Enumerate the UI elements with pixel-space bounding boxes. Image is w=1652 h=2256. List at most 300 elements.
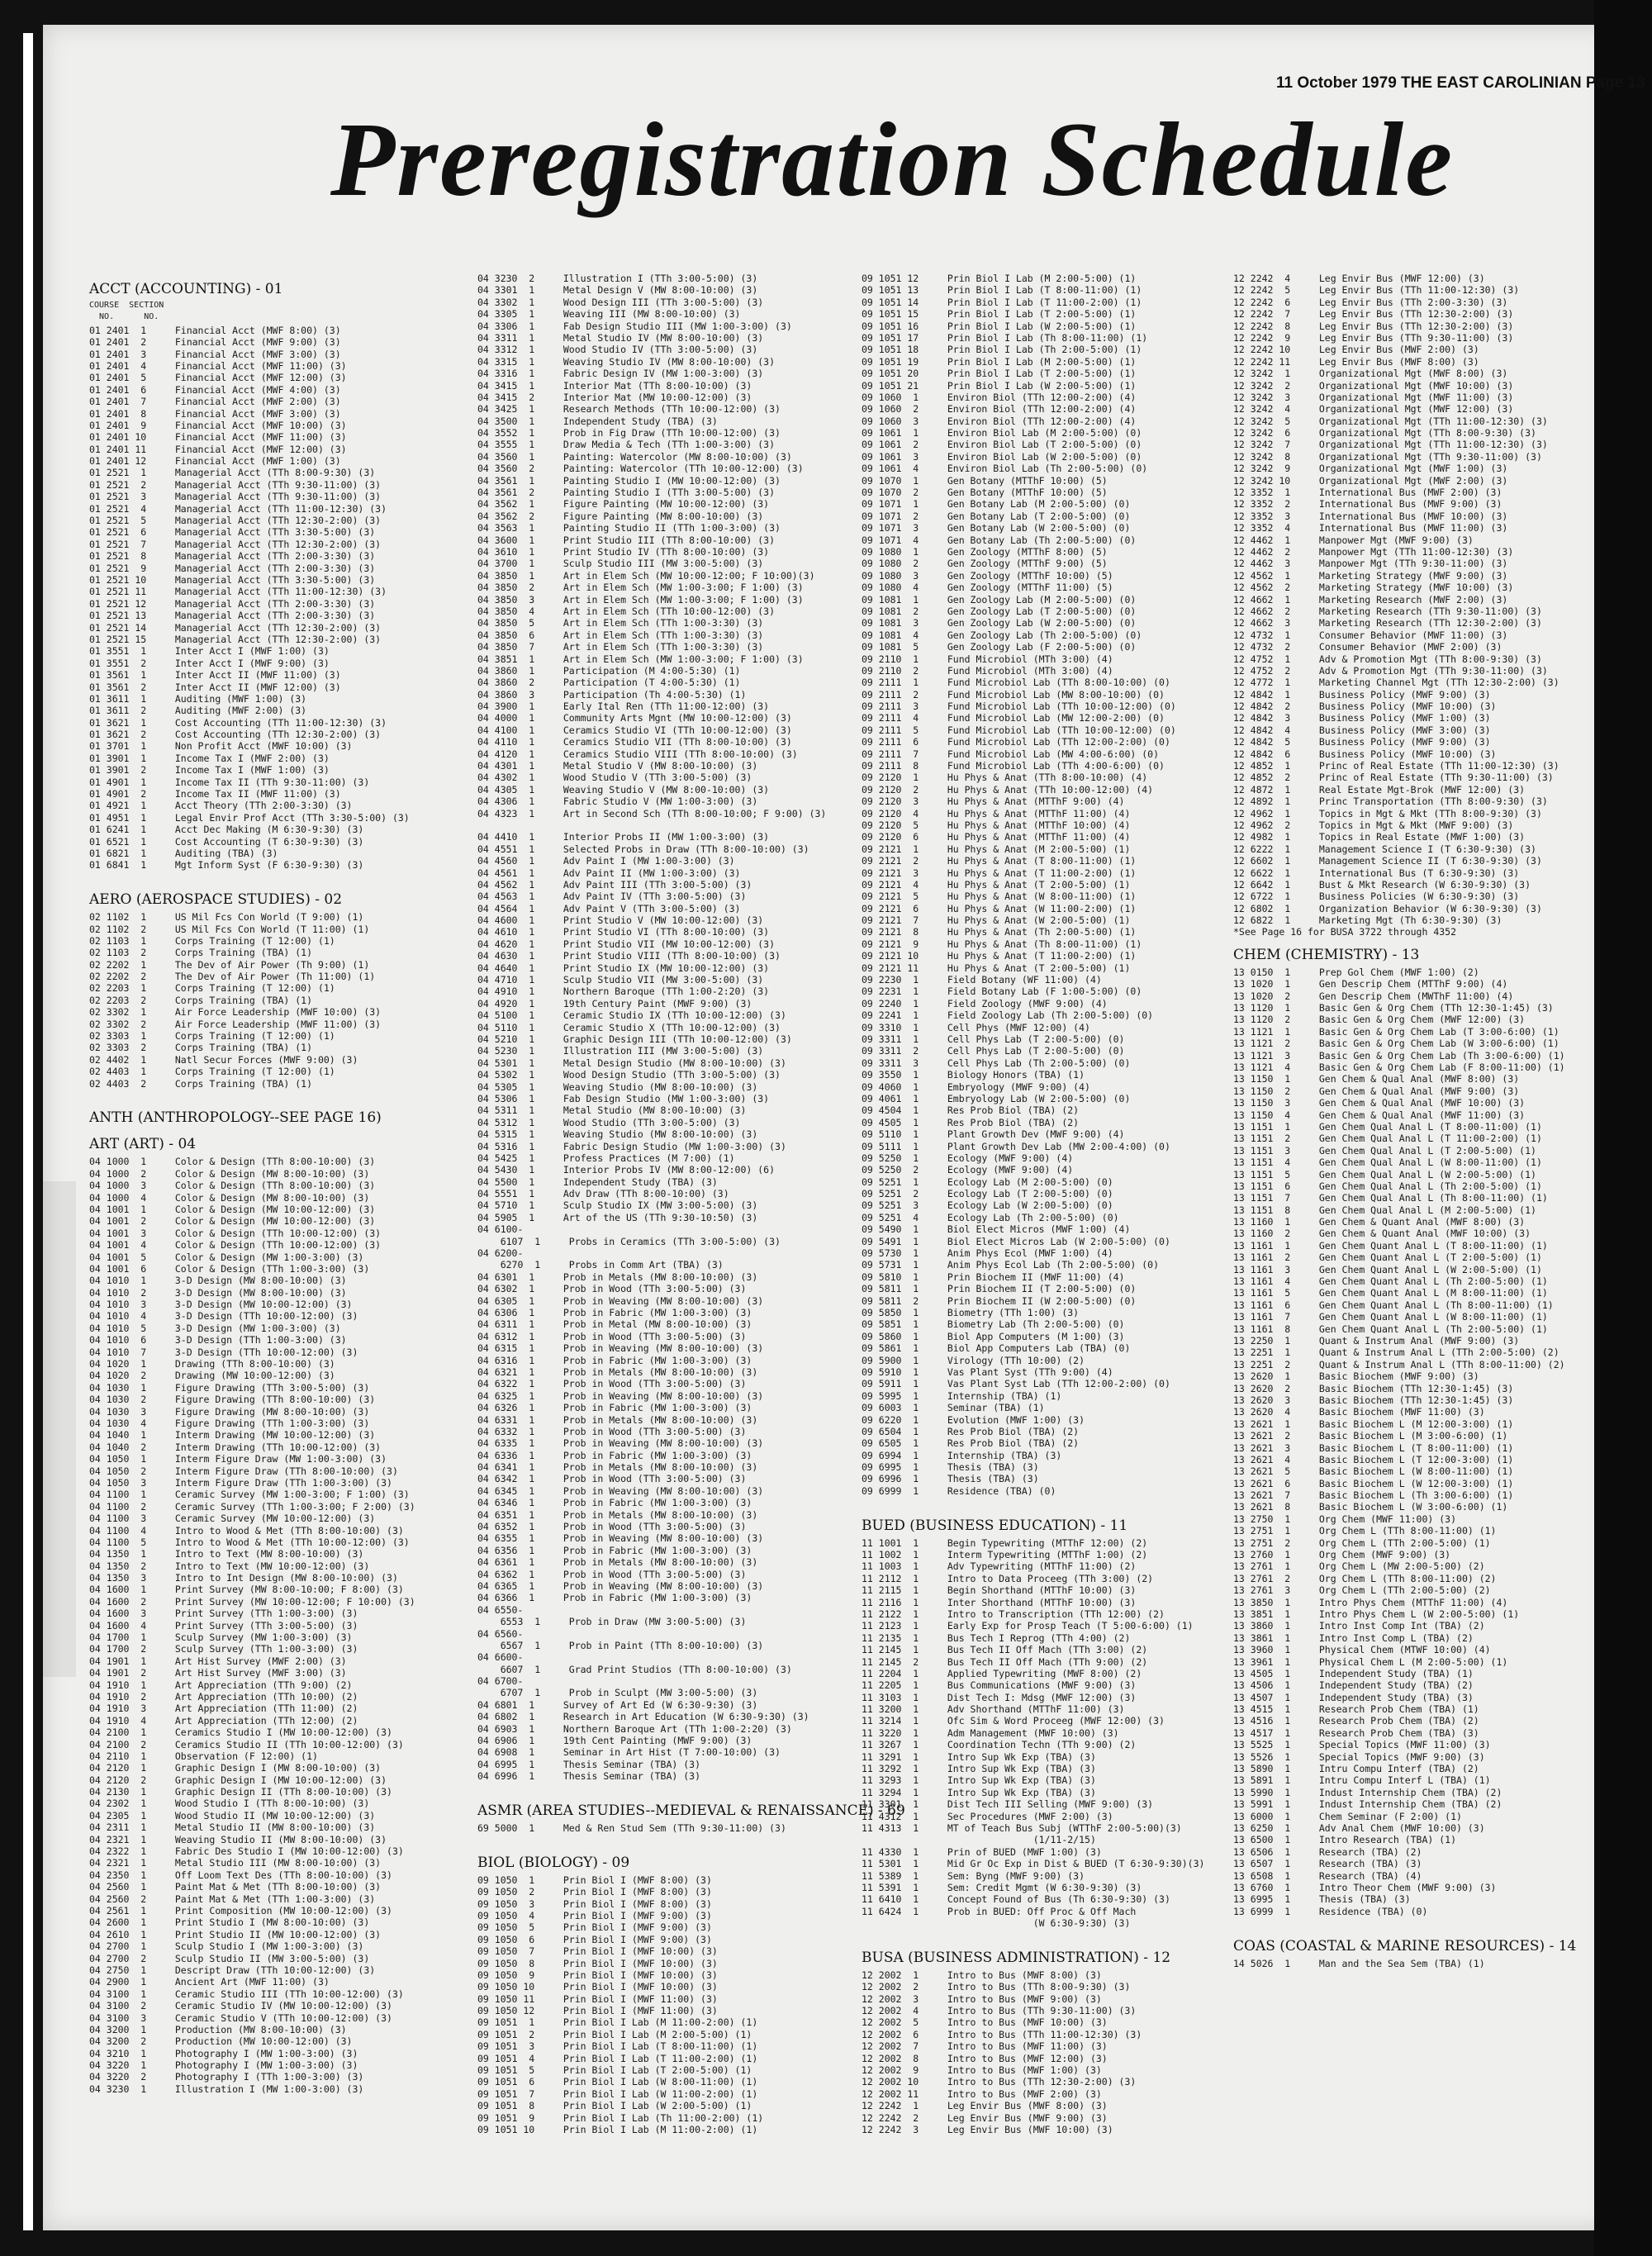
spacer xyxy=(862,1497,1229,1508)
course-listing: 09 1061 4 Environ Biol Lab (Th 2:00-5:00) (0) xyxy=(862,463,1148,475)
course-listing: 02 2203 1 Corps Training (T 12:00) (1) xyxy=(89,982,335,995)
course-listing: 09 2120 1 Hu Phys & Anat (TTh 8:00-10:00) (4) xyxy=(862,772,1148,784)
course-listing: 04 1000 3 Color & Design (TTh 8:00-10:00) (3) xyxy=(89,1180,376,1192)
scan-border xyxy=(1594,0,1652,2256)
course-listing: 13 3851 1 Intro Phys Chem L (W 2:00-5:00) (1) xyxy=(1233,1608,1520,1620)
course-listing: 01 2401 1 Financial Acct (MWF 8:00) (3) xyxy=(89,324,341,336)
course-listing: 12 6802 1 Organization Behavior (W 6:30-9:30) (3) xyxy=(1233,902,1542,914)
course-listing: 04 4560 1 Adv Paint I (MW 1:00-3:00) (3) xyxy=(477,855,735,867)
course-listing: 04 3850 4 Art in Elem Sch (TTh 10:00-12:00) (3) xyxy=(477,605,776,617)
course-listing: 12 6822 1 Marketing Mgt (Th 6:30-9:30) (3) xyxy=(1233,914,1502,927)
course-listing: 09 2121 5 Hu Phys & Anat (W 8:00-11:00) (1) xyxy=(862,891,1137,903)
course-listing: 09 1060 3 Environ Biol (TTh 12:00-2:00) (4) xyxy=(862,415,1137,427)
course-listing: 13 2251 1 Quant & Instrum Anal L (TTh 2:00-5:00) (2) xyxy=(1233,1346,1559,1359)
course-listing: 04 6366 1 Prob in Fabric (MW 1:00-3:00) (3) xyxy=(477,1592,752,1604)
course-listing: 04 5905 1 Art of the US (TTh 9:30-10:50) (3) xyxy=(477,1211,758,1223)
course-listing: 02 1103 1 Corps Training (T 12:00) (1) xyxy=(89,934,335,947)
course-listing: 11 4330 1 Prin of BUED (MWF 1:00) (3) xyxy=(862,1845,1102,1858)
course-listing: 01 2521 5 Managerial Acct (TTh 12:30-2:00) (3) xyxy=(89,515,382,527)
course-listing: 04 2322 1 Fabric Des Studio I (MW 10:00-12:00) (3) xyxy=(89,1845,404,1858)
course-listing: 13 6508 1 Research (TBA) (4) xyxy=(1233,1869,1422,1882)
course-listing: 13 1151 7 Gen Chem Qual Anal L (Th 8:00-11:00) (1) xyxy=(1233,1192,1548,1204)
course-listing: 04 6200- xyxy=(477,1247,524,1260)
course-listing: 04 5710 1 Sculp Studio IX (MW 3:00-5:00) (3) xyxy=(477,1199,758,1212)
course-listing: 12 3242 10 Organizational Mgt (MWF 2:00) (3) xyxy=(1233,474,1508,487)
course-listing: 12 4852 1 Princ of Real Estate (TTh 11:00-12:30) (3) xyxy=(1233,760,1559,772)
course-listing: 04 3860 2 Participation (T 4:00-5:30) (1) xyxy=(477,677,741,689)
course-listing: 13 1161 6 Gen Chem Quant Anal L (Th 8:00-11:00) (1) xyxy=(1233,1299,1554,1311)
course-listing: 04 5316 1 Fabric Design Studio (MW 1:00-3:00) (3) xyxy=(477,1140,786,1152)
course-listing: 13 2620 4 Basic Biochem (MWF 11:00) (3) xyxy=(1233,1406,1485,1418)
course-listing: 13 2761 3 Org Chem L (TTh 2:00-5:00) (2) xyxy=(1233,1584,1491,1597)
course-listing: 01 2401 9 Financial Acct (MWF 10:00) (3) xyxy=(89,419,347,431)
course-listing: 01 3701 1 Non Profit Acct (MWF 10:00) (3) xyxy=(89,740,353,753)
course-listing: 09 5810 1 Prin Biochem II (MWF 11:00) (4) xyxy=(862,1270,1125,1283)
course-listing: 04 3302 1 Wood Design III (TTh 3:00-5:00) (3) xyxy=(477,296,764,308)
course-listing: 09 2111 4 Fund Microbiol Lab (MW 12:00-2:00) (0) xyxy=(862,712,1165,724)
spacer xyxy=(862,1930,1229,1941)
course-listing: 12 4982 1 Topics in Real Estate (MWF 1:00) (3) xyxy=(1233,831,1526,843)
course-listing: 09 1070 1 Gen Botany (MTThF 10:00) (5) xyxy=(862,474,1108,487)
course-listing: 12 3242 7 Organizational Mgt (TTh 11:00-12:30) (3) xyxy=(1233,439,1548,451)
course-listing: 12 4842 3 Business Policy (MWF 1:00) (3) xyxy=(1233,712,1491,724)
course-listing: 09 1080 1 Gen Zoology (MTThF 8:00) (5) xyxy=(862,545,1108,558)
course-listing: 04 3850 2 Art in Elem Sch (MW 1:00-3:00; F 1:00) (3) xyxy=(477,582,804,594)
course-listing: 09 1081 1 Gen Zoology Lab (M 2:00-5:00) (0) xyxy=(862,593,1137,606)
course-listing: 12 2002 6 Intro to Bus (TTh 11:00-12:30) (3) xyxy=(862,2028,1142,2040)
course-listing: 04 6305 1 Prob in Weaving (MW 8:00-10:00) (3) xyxy=(477,1294,764,1307)
course-listing: 11 1002 1 Interm Typewriting (MTThF 1:00) (2) xyxy=(862,1549,1148,1561)
course-listing: 09 5490 1 Biol Elect Micros (MWF 1:00) (4) xyxy=(862,1223,1131,1236)
course-listing: 01 3561 2 Inter Acct II (MWF 12:00) (3) xyxy=(89,681,341,693)
course-listing: 04 4561 1 Adv Paint II (MW 1:00-3:00) (3) xyxy=(477,867,741,879)
course-listing: 04 6306 1 Prob in Fabric (MW 1:00-3:00) (3) xyxy=(477,1306,752,1318)
course-listing: 04 1030 3 Figure Drawing (MW 8:00-10:00) (3) xyxy=(89,1405,370,1418)
course-listing: 13 1150 1 Gen Chem & Qual Anal (MWF 8:00) (3) xyxy=(1233,1073,1520,1085)
course-listing: 12 4462 1 Manpower Mgt (MWF 9:00) (3) xyxy=(1233,534,1474,546)
course-listing: 04 1350 2 Intro to Text (MW 10:00-12:00) (3) xyxy=(89,1560,370,1572)
course-listing: 04 5500 1 Independent Study (TBA) (3) xyxy=(477,1175,718,1188)
course-listing: 04 5301 1 Metal Design Studio (MW 8:00-10:00) (3) xyxy=(477,1057,786,1069)
course-listing: 09 1070 2 Gen Botany (MTThF 10:00) (5) xyxy=(862,487,1108,499)
course-listing: 11 3200 1 Adv Shorthand (MTThF 11:00) (3) xyxy=(862,1703,1125,1716)
course-listing: 01 2521 14 Managerial Acct (TTh 12:30-2:00) (3) xyxy=(89,621,382,634)
course-listing: 04 3860 3 Participation (Th 4:00-5:30) (1) xyxy=(477,688,747,701)
course-listing: 09 6505 1 Res Prob Biol (TBA) (2) xyxy=(862,1437,1080,1450)
course-listing: 12 4772 1 Marketing Channel Mgt (TTh 12:30-2:00) (3) xyxy=(1233,677,1559,689)
course-listing: 01 2401 11 Financial Acct (MWF 12:00) (3) xyxy=(89,443,347,455)
course-listing: 13 2750 1 Org Chem (MWF 11:00) (3) xyxy=(1233,1513,1457,1525)
course-listing: 13 5526 1 Special Topics (MWF 9:00) (3) xyxy=(1233,1750,1485,1763)
course-listing: 09 2111 3 Fund Microbiol Lab (TTh 10:00-12:00) (0) xyxy=(862,701,1176,713)
course-listing: 13 2620 3 Basic Biochem (TTh 12:30-1:45) (3) xyxy=(1233,1394,1514,1406)
course-listing: 13 6000 1 Chem Seminar (F 2:00) (1) xyxy=(1233,1810,1462,1822)
course-listing: 04 2561 1 Print Composition (MW 10:00-12:00) (3) xyxy=(89,1905,392,1916)
course-listing: 09 5491 1 Biol Elect Micros Lab (W 2:00-5:00) (0) xyxy=(862,1235,1170,1247)
course-listing: 13 2620 1 Basic Biochem (MWF 9:00) (3) xyxy=(1233,1370,1479,1383)
course-listing: 04 6362 1 Prob in Wood (TTh 3:00-5:00) (3) xyxy=(477,1568,747,1580)
course-listing: 01 2521 11 Managerial Acct (TTh 11:00-12:30) (3) xyxy=(89,586,387,598)
course-listing: 11 1001 1 Begin Typewriting (MTThF 12:00) (2) xyxy=(862,1536,1148,1549)
course-listing: 01 2521 4 Managerial Acct (TTh 11:00-12:30) (3) xyxy=(89,502,387,515)
course-listing: 04 3552 1 Prob in Fig Draw (TTh 10:00-12:00) (3) xyxy=(477,427,781,439)
course-listing: 04 1010 4 3-D Design (TTh 10:00-12:00) (3) xyxy=(89,1310,358,1323)
course-listing: (W 6:30-9:30) (3) xyxy=(862,1917,1131,1930)
schedule-column-1 xyxy=(89,273,457,2230)
course-listing: 09 1051 6 Prin Biol I Lab (W 8:00-11:00) (1) xyxy=(477,2076,758,2088)
course-listing: 04 1000 1 Color & Design (TTh 8:00-10:00) (3) xyxy=(89,1156,376,1168)
course-listing: 13 1151 8 Gen Chem Qual Anal L (M 2:00-5:00) (1) xyxy=(1233,1204,1536,1216)
course-listing: 12 4562 2 Marketing Strategy (MWF 10:00) (3) xyxy=(1233,582,1514,594)
column-caption: NO. NO. xyxy=(89,312,159,322)
spacer xyxy=(477,1834,845,1845)
course-listing: 01 2521 10 Managerial Acct (TTh 3:30-5:00) (3) xyxy=(89,573,376,586)
course-listing: 04 3425 1 Research Methods (TTh 10:00-12:00) (3) xyxy=(477,403,781,416)
course-listing: 13 2761 2 Org Chem L (TTh 8:00-11:00) (2) xyxy=(1233,1572,1497,1584)
course-listing: 04 6335 1 Prob in Weaving (MW 8:00-10:00) (3) xyxy=(477,1437,764,1450)
course-listing: 09 2121 10 Hu Phys & Anat (T 11:00-2:00) (1) xyxy=(862,950,1137,962)
course-listing: 13 2620 2 Basic Biochem (TTh 12:30-1:45) (3) xyxy=(1233,1382,1514,1394)
course-listing: 12 4752 1 Adv & Promotion Mgt (TTh 8:00-9:30) (3) xyxy=(1233,653,1542,665)
course-listing: 04 6342 1 Prob in Wood (TTh 3:00-5:00) (3) xyxy=(477,1473,747,1485)
course-listing: 13 4507 1 Independent Study (TBA) (3) xyxy=(1233,1691,1474,1703)
course-listing: 09 1061 2 Environ Biol Lab (T 2:00-5:00) (0) xyxy=(862,439,1142,451)
course-listing: 04 6302 1 Prob in Wood (TTh 3:00-5:00) (3) xyxy=(477,1283,747,1295)
course-listing: 12 2002 7 Intro to Bus (MWF 11:00) (3) xyxy=(862,2040,1108,2053)
course-listing: 12 3242 6 Organizational Mgt (TTh 8:00-9:30) (3) xyxy=(1233,427,1536,439)
course-listing: 04 6365 1 Prob in Weaving (MW 8:00-10:00) (3) xyxy=(477,1579,764,1592)
course-listing: 14 5026 1 Man and the Sea Sem (TBA) (1) xyxy=(1233,1957,1485,1969)
course-listing: 12 4662 2 Marketing Research (TTh 9:30-11:00) (3) xyxy=(1233,605,1542,617)
course-listing: 04 1050 1 Interm Figure Draw (MW 1:00-3:00) (3) xyxy=(89,1453,387,1465)
course-listing: 12 4562 1 Marketing Strategy (MWF 9:00) (3) xyxy=(1233,569,1508,582)
course-listing: 02 3303 2 Corps Training (TBA) (1) xyxy=(89,1042,313,1054)
course-listing: 13 5890 1 Intru Compu Interf (TBA) (2) xyxy=(1233,1763,1479,1775)
course-listing: 04 3850 7 Art in Elem Sch (TTh 1:00-3:30) (3) xyxy=(477,641,764,653)
course-listing: 04 1700 1 Sculp Survey (MW 1:00-3:00) (3) xyxy=(89,1631,353,1644)
course-listing: 09 5251 4 Ecology Lab (Th 2:00-5:00) (0) xyxy=(862,1211,1119,1223)
course-listing: 04 2302 1 Wood Studio I (TTh 8:00-10:00) (3) xyxy=(89,1798,370,1810)
course-listing: 04 6301 1 Prob in Metals (MW 8:00-10:00) (3) xyxy=(477,1270,758,1283)
course-listing: 04 5311 1 Metal Studio (MW 8:00-10:00) (3) xyxy=(477,1104,747,1117)
course-listing: 04 5430 1 Interior Probs IV (MW 8:00-12:00) (6) xyxy=(477,1164,776,1176)
course-listing: 04 1001 2 Color & Design (MW 10:00-12:00) (3) xyxy=(89,1215,376,1228)
department-heading: AERO (AEROSPACE STUDIES) - 02 xyxy=(89,891,343,909)
course-listing: 01 3561 1 Inter Acct II (MWF 11:00) (3) xyxy=(89,669,341,682)
course-listing: 13 1151 5 Gen Chem Qual Anal L (W 2:00-5:00) (1) xyxy=(1233,1168,1536,1180)
course-listing: 01 3551 2 Inter Acct I (MWF 9:00) (3) xyxy=(89,657,330,669)
course-listing: 04 2120 1 Graphic Design I (MW 8:00-10:00) (3) xyxy=(89,1762,382,1774)
course-listing: 02 3302 2 Air Force Leadership (MWF 11:00) (3) xyxy=(89,1018,382,1030)
page-shadow xyxy=(43,1181,76,1677)
course-listing: 04 2700 2 Sculp Studio II (MW 3:00-5:00) (3) xyxy=(89,1952,370,1964)
course-listing: 04 2321 1 Weaving Studio II (MW 8:00-10:00) (3) xyxy=(89,1833,387,1845)
course-listing: 04 6322 1 Prob in Wood (TTh 3:00-5:00) (3) xyxy=(477,1378,747,1390)
course-listing: 12 6722 1 Business Policies (W 6:30-9:30) (3) xyxy=(1233,891,1520,903)
course-listing: 04 6100- xyxy=(477,1223,524,1236)
course-listing: 04 1050 3 Interm Figure Draw (TTh 1:00-3:00) (3) xyxy=(89,1476,392,1489)
course-listing: 13 2751 2 Org Chem L (TTh 2:00-5:00) (1) xyxy=(1233,1536,1491,1549)
course-listing: 09 1051 12 Prin Biol I Lab (M 2:00-5:00) (1) xyxy=(862,273,1137,284)
course-listing: 12 3352 2 International Bus (MWF 9:00) (3) xyxy=(1233,498,1502,511)
course-listing: 04 1910 4 Art Appreciation (TTh 12:00) (2) xyxy=(89,1714,358,1726)
course-listing: 09 6504 1 Res Prob Biol (TBA) (2) xyxy=(862,1425,1080,1437)
course-listing: 13 2621 3 Basic Biochem L (T 8:00-11:00) (1) xyxy=(1233,1441,1514,1454)
department-heading: BUED (BUSINESS EDUCATION) - 11 xyxy=(862,1517,1128,1534)
course-listing: 09 1051 13 Prin Biol I Lab (T 8:00-11:00) (1) xyxy=(862,284,1142,297)
course-listing: 04 4564 1 Adv Paint V (TTh 3:00-5:00) (3) xyxy=(477,902,741,914)
course-listing: 09 1081 5 Gen Zoology Lab (F 2:00-5:00) (0) xyxy=(862,641,1137,653)
course-listing: 12 4662 3 Marketing Research (TTh 12:30-2:00) (3) xyxy=(1233,617,1542,629)
course-listing: 09 5110 1 Plant Growth Dev (MWF 9:00) (4) xyxy=(862,1128,1125,1141)
course-listing: 09 1050 5 Prin Biol I (MWF 9:00) (3) xyxy=(477,1921,712,1934)
course-listing: 09 1050 12 Prin Biol I (MWF 11:00) (3) xyxy=(477,2005,718,2017)
course-listing: 12 2002 11 Intro to Bus (MWF 2:00) (3) xyxy=(862,2087,1102,2100)
course-listing: 09 2120 5 Hu Phys & Anat (MTThF 10:00) (4) xyxy=(862,819,1131,831)
course-listing: 04 6331 1 Prob in Metals (MW 8:00-10:00) (3) xyxy=(477,1413,758,1426)
course-listing: 01 3611 2 Auditing (MWF 2:00) (3) xyxy=(89,705,307,717)
course-listing: 13 1151 3 Gen Chem Qual Anal L (T 2:00-5:00) (1) xyxy=(1233,1144,1536,1156)
course-listing: 04 1100 2 Ceramic Survey (TTh 1:00-3:00; F 2:00) (3) xyxy=(89,1500,415,1513)
course-listing: 09 5251 1 Ecology Lab (M 2:00-5:00) (0) xyxy=(862,1175,1113,1188)
course-listing: 12 3242 2 Organizational Mgt (MWF 10:00) (3) xyxy=(1233,379,1514,392)
course-listing: 01 2401 8 Financial Acct (MWF 3:00) (3) xyxy=(89,407,341,420)
course-listing: 09 1051 7 Prin Biol I Lab (W 11:00-2:00) (1) xyxy=(477,2087,758,2100)
course-listing: 6607 1 Grad Print Studios (TTh 8:00-10:00) (3) xyxy=(477,1663,792,1675)
course-listing: 04 2350 1 Off Loom Text Des (TTh 8:00-10:00) (3) xyxy=(89,1869,392,1881)
schedule-column-2 xyxy=(477,273,905,2230)
course-listing: 12 4852 2 Princ of Real Estate (TTh 9:30-11:00) (3) xyxy=(1233,772,1554,784)
course-listing: 09 1071 3 Gen Botany Lab (W 2:00-5:00) (0) xyxy=(862,522,1131,534)
course-listing: 04 1001 5 Color & Design (MW 1:00-3:00) (3) xyxy=(89,1251,364,1263)
course-listing: 01 2401 5 Financial Acct (MWF 12:00) (3) xyxy=(89,372,347,384)
course-listing: 09 5995 1 Internship (TBA) (1) xyxy=(862,1389,1062,1402)
course-listing: 09 2230 1 Field Botany (WF 11:00) (4) xyxy=(862,974,1102,986)
course-listing: 09 1060 1 Environ Biol (TTh 12:00-2:00) (4) xyxy=(862,391,1137,403)
course-listing: 13 1121 4 Basic Gen & Org Chem Lab (F 8:00-11:00) (1) xyxy=(1233,1062,1565,1073)
course-listing: 04 3561 1 Painting Studio I (MW 10:00-12:00) (3) xyxy=(477,474,781,487)
course-listing: 12 2242 8 Leg Envir Bus (TTh 12:30-2:00) (3) xyxy=(1233,320,1514,332)
course-listing: 04 1010 6 3-D Design (TTh 1:00-3:00) (3) xyxy=(89,1334,347,1346)
course-listing: 01 3551 1 Inter Acct I (MWF 1:00) (3) xyxy=(89,645,330,658)
course-listing: 04 2700 1 Sculp Studio I (MW 1:00-3:00) (3) xyxy=(89,1940,364,1953)
course-listing: 01 6821 1 Auditing (TBA) (3) xyxy=(89,847,278,859)
department-heading: BUSA (BUSINESS ADMINISTRATION) - 12 xyxy=(862,1949,1171,1966)
course-listing: 04 4620 1 Print Studio VII (MW 10:00-12:00) (3) xyxy=(477,938,776,950)
course-listing: 6270 1 Probs in Comm Art (TBA) (3) xyxy=(477,1259,724,1271)
course-listing: 12 2002 5 Intro to Bus (MWF 10:00) (3) xyxy=(862,2016,1108,2029)
course-listing: 09 5861 1 Biol App Computers Lab (TBA) (0) xyxy=(862,1342,1131,1355)
course-listing: 04 6361 1 Prob in Metals (MW 8:00-10:00) (3) xyxy=(477,1556,758,1569)
course-listing: 09 1051 21 Prin Biol I Lab (W 2:00-5:00) (1) xyxy=(862,379,1137,392)
course-listing: 01 2521 12 Managerial Acct (TTh 2:00-3:30) (3) xyxy=(89,597,376,610)
course-listing: 09 2121 8 Hu Phys & Anat (Th 2:00-5:00) (1) xyxy=(862,926,1137,938)
course-listing: 09 4060 1 Embryology (MWF 9:00) (4) xyxy=(862,1081,1090,1093)
course-listing: 04 3500 1 Independent Study (TBA) (3) xyxy=(477,415,718,427)
course-listing: 09 2121 4 Hu Phys & Anat (T 2:00-5:00) (1) xyxy=(862,878,1131,891)
course-listing: 11 2123 1 Early Exp for Prosp Teach (T 5:00-6:00) (1) xyxy=(862,1620,1194,1632)
course-listing: 11 2115 1 Begin Shorthand (MTThF 10:00) (3) xyxy=(862,1584,1137,1597)
course-listing: 04 6906 1 19th Cent Painting (MWF 9:00) (3) xyxy=(477,1735,752,1747)
course-listing: 13 1151 6 Gen Chem Qual Anal L (Th 2:00-5:00) (1) xyxy=(1233,1180,1542,1192)
course-listing: 09 3311 1 Cell Phys Lab (T 2:00-5:00) (0) xyxy=(862,1033,1125,1045)
course-listing: 04 2750 1 Descript Draw (TTh 10:00-12:00) (3) xyxy=(89,1964,376,1976)
spacer xyxy=(89,1090,457,1101)
course-listing: 04 2560 1 Paint Mat & Met (TTh 8:00-10:00) (3) xyxy=(89,1881,382,1893)
course-listing: 13 6995 1 Thesis (TBA) (3) xyxy=(1233,1893,1411,1906)
course-listing: 09 2111 6 Fund Microbiol Lab (TTh 12:00-2:00) (0) xyxy=(862,736,1170,748)
course-listing: 04 4410 1 Interior Probs II (MW 1:00-3:00) (3) xyxy=(477,831,770,843)
course-listing: 09 1080 2 Gen Zoology (MTThF 9:00) (5) xyxy=(862,558,1108,570)
course-listing: 13 1151 1 Gen Chem Qual Anal L (T 8:00-11:00) (1) xyxy=(1233,1120,1542,1133)
course-listing: 01 3621 1 Cost Accounting (TTh 11:00-12:30) (3) xyxy=(89,716,387,729)
course-listing: 12 4872 1 Real Estate Mgt-Brok (MWF 12:00) (3) xyxy=(1233,783,1526,796)
course-listing: 11 5391 1 Sem: Credit Mgmt (W 6:30-9:30) (3) xyxy=(862,1881,1142,1893)
course-listing: 01 2521 15 Managerial Acct (TTh 12:30-2:00) (3) xyxy=(89,633,382,645)
course-listing: 04 1600 2 Print Survey (MW 10:00-12:00; F 10:00) (3) xyxy=(89,1595,415,1608)
course-listing: 04 6560- xyxy=(477,1627,524,1640)
course-listing: 04 4630 1 Print Studio VIII (TTh 8:00-10:00) (3) xyxy=(477,950,781,962)
course-listing: 04 1010 5 3-D Design (MW 1:00-3:00) (3) xyxy=(89,1322,341,1334)
course-listing: 12 4962 1 Topics in Mgt & Mkt (TTh 8:00-9:30) (3) xyxy=(1233,807,1542,819)
course-listing: 01 4921 1 Acct Theory (TTh 2:00-3:30) (3) xyxy=(89,800,353,812)
course-listing: 01 3901 2 Income Tax I (MWF 1:00) (3) xyxy=(89,764,330,777)
course-listing: 13 3961 1 Physical Chem L (M 2:00-5:00) (1) xyxy=(1233,1655,1508,1668)
course-listing: 01 6241 1 Acct Dec Making (M 6:30-9:30) (3) xyxy=(89,824,364,836)
course-listing: 09 1051 2 Prin Biol I Lab (M 2:00-5:00) (1) xyxy=(477,2028,752,2040)
course-listing: 04 6321 1 Prob in Metals (MW 8:00-10:00) (3) xyxy=(477,1365,758,1378)
course-listing: 13 1121 3 Basic Gen & Org Chem Lab (Th 3:00-6:00) (1) xyxy=(1233,1049,1565,1062)
course-listing: 04 2311 1 Metal Studio II (MW 8:00-10:00) (3) xyxy=(89,1821,376,1834)
course-listing: 13 1161 5 Gen Chem Quant Anal L (M 8:00-11:00) (1) xyxy=(1233,1287,1548,1299)
course-listing: 01 6521 1 Cost Accounting (T 6:30-9:30) (3) xyxy=(89,835,364,848)
course-listing: 09 6003 1 Seminar (TBA) (1) xyxy=(862,1402,1045,1414)
course-listing: 04 1010 3 3-D Design (MW 10:00-12:00) (3) xyxy=(89,1299,353,1311)
course-listing: 09 2121 11 Hu Phys & Anat (T 2:00-5:00) (1) xyxy=(862,962,1131,974)
course-listing: 09 2121 6 Hu Phys & Anat (W 11:00-2:00) (1) xyxy=(862,902,1137,914)
course-listing: 01 2401 10 Financial Acct (MWF 11:00) (3) xyxy=(89,431,347,444)
course-listing: 01 4951 1 Legal Envir Prof Acct (TTh 3:30-5:00) (3) xyxy=(89,811,410,824)
course-listing: 04 5210 1 Graphic Design III (TTh 10:00-12:00) (3) xyxy=(477,1033,792,1045)
course-listing: 11 3292 1 Intro Sup Wk Exp (TBA) (3) xyxy=(862,1763,1096,1775)
course-listing: 04 1000 4 Color & Design (MW 8:00-10:00) (3) xyxy=(89,1191,370,1204)
course-listing: 13 2251 2 Quant & Instrum Anal L (TTh 8:00-11:00) (2) xyxy=(1233,1358,1565,1370)
course-listing: 09 2111 2 Fund Microbiol Lab (MW 8:00-10:00) (0) xyxy=(862,688,1165,701)
course-listing: 02 2202 2 The Dev of Air Power (Th 11:00) (1) xyxy=(89,971,376,983)
course-listing: 13 2621 6 Basic Biochem L (W 12:00-3:00) (1) xyxy=(1233,1477,1514,1489)
course-listing: 09 1051 14 Prin Biol I Lab (T 11:00-2:00) (1) xyxy=(862,296,1142,308)
spacer xyxy=(477,819,845,831)
course-listing: 09 2111 8 Fund Microbiol Lab (TTh 4:00-6:00) (0) xyxy=(862,760,1165,772)
course-listing: 12 3242 5 Organizational Mgt (TTh 11:00-12:30) (3) xyxy=(1233,415,1548,427)
page-folio: 11 October 1979 THE EAST CAROLINIAN Page 13 xyxy=(1276,74,1645,92)
course-listing: 09 4061 1 Embryology Lab (W 2:00-5:00) (0) xyxy=(862,1092,1131,1104)
course-listing: 13 3960 1 Physical Chem (MTWF 10:00) (4) xyxy=(1233,1644,1491,1656)
course-listing: 01 3611 1 Auditing (MWF 1:00) (3) xyxy=(89,692,307,705)
course-listing: 09 1051 17 Prin Biol I Lab (Th 8:00-11:00) (1) xyxy=(862,331,1148,344)
course-listing: 13 1151 2 Gen Chem Qual Anal L (T 11:00-2:00) (1) xyxy=(1233,1133,1542,1145)
course-listing: 09 1071 2 Gen Botany Lab (T 2:00-5:00) (0) xyxy=(862,510,1131,522)
course-listing: 09 1051 20 Prin Biol I Lab (T 2:00-5:00) (1) xyxy=(862,368,1137,380)
course-listing: 04 3860 1 Participation (M 4:00-5:30) (1) xyxy=(477,664,741,677)
course-listing: 12 2242 6 Leg Envir Bus (TTh 2:00-3:30) (3) xyxy=(1233,296,1508,308)
course-listing: 12 4752 2 Adv & Promotion Mgt (TTh 9:30-11:00) (3) xyxy=(1233,664,1548,677)
course-listing: 09 5250 1 Ecology (MWF 9:00) (4) xyxy=(862,1152,1074,1164)
course-listing: 04 4710 1 Sculp Studio VII (MW 3:00-5:00) (3) xyxy=(477,974,764,986)
course-listing: 13 1120 2 Basic Gen & Org Chem (MWF 12:00) (3) xyxy=(1233,1014,1526,1026)
course-listing: 12 3242 3 Organizational Mgt (MWF 11:00) (3) xyxy=(1233,391,1514,403)
course-listing: 04 5305 1 Weaving Studio (MW 8:00-10:00) (3) xyxy=(477,1081,758,1093)
course-listing: 04 3600 1 Print Studio III (TTh 8:00-10:00) (3) xyxy=(477,534,776,546)
course-listing: 04 2321 1 Metal Studio III (MW 8:00-10:00) (3) xyxy=(89,1857,382,1869)
course-listing: 04 3851 1 Art in Elem Sch (MW 1:00-3:00; F 1:00) (3) xyxy=(477,653,804,665)
course-listing: 04 1010 2 3-D Design (MW 8:00-10:00) (3) xyxy=(89,1286,347,1299)
course-listing: 04 3301 1 Metal Design V (MW 8:00-10:00) (3) xyxy=(477,284,758,297)
course-listing: 09 1071 1 Gen Botany Lab (M 2:00-5:00) (0) xyxy=(862,498,1131,511)
course-listing: 09 6994 1 Internship (TBA) (3) xyxy=(862,1449,1062,1461)
course-listing: 01 2401 4 Financial Acct (MWF 11:00) (3) xyxy=(89,359,347,372)
course-listing: 04 3312 1 Wood Studio IV (TTh 3:00-5:00) (3) xyxy=(477,344,758,356)
course-listing: 04 6311 1 Prob in Metal (MW 8:00-10:00) (3) xyxy=(477,1318,752,1331)
course-listing: 04 4302 1 Wood Studio V (TTh 3:00-5:00) (3) xyxy=(477,772,752,784)
course-listing: 04 5312 1 Wood Studio (TTh 3:00-5:00) (3) xyxy=(477,1116,741,1128)
course-listing: 04 3220 1 Photography I (MW 1:00-3:00) (3) xyxy=(89,2059,358,2072)
course-listing: 04 3311 1 Metal Studio IV (MW 8:00-10:00) (3) xyxy=(477,331,764,344)
course-listing: 04 3850 3 Art in Elem Sch (MW 1:00-3:00; F 1:00) (3) xyxy=(477,593,804,606)
course-listing: 13 4506 1 Independent Study (TBA) (2) xyxy=(1233,1679,1474,1692)
course-listing: 09 5811 2 Prin Biochem II (W 2:00-5:00) (0) xyxy=(862,1294,1137,1307)
course-listing: 04 3100 3 Ceramic Studio V (TTh 10:00-12:00) (3) xyxy=(89,2011,392,2024)
course-listing: 09 1050 9 Prin Biol I (MWF 10:00) (3) xyxy=(477,1969,718,1981)
course-listing: 11 3267 1 Coordination Techn (TTh 9:00) (2) xyxy=(862,1739,1137,1751)
course-listing: 12 2242 1 Leg Envir Bus (MWF 8:00) (3) xyxy=(862,2100,1108,2112)
course-listing: 11 1003 1 Adv Typewriting (MTThF 11:00) (2) xyxy=(862,1560,1137,1573)
course-listing: 04 6550- xyxy=(477,1603,524,1616)
course-listing: 04 1901 2 Art Hist Survey (MWF 3:00) (3) xyxy=(89,1667,347,1679)
course-listing: 04 2560 2 Paint Mat & Met (TTh 1:00-3:00) (3) xyxy=(89,1893,376,1905)
course-listing: 04 1000 2 Color & Design (MW 8:00-10:00) (3) xyxy=(89,1167,370,1180)
course-listing: 04 3305 1 Weaving III (MW 8:00-10:00) (3) xyxy=(477,308,741,321)
course-listing: 09 1080 3 Gen Zoology (MTThF 10:00) (5) xyxy=(862,569,1113,582)
course-listing: 04 4306 1 Fabric Studio V (MW 1:00-3:00) (3) xyxy=(477,796,758,808)
course-listing: 04 2600 1 Print Studio I (MW 8:00-10:00) (3) xyxy=(89,1916,370,1929)
course-listing: 12 4892 1 Princ Transportation (TTh 8:00-9:30) (3) xyxy=(1233,796,1548,808)
course-listing: 04 3562 2 Figure Painting (MW 8:00-10:00) (3) xyxy=(477,510,764,522)
course-listing: 04 2610 1 Print Studio II (MW 10:00-12:00) (3) xyxy=(89,1928,382,1940)
course-listing: 12 4462 2 Manpower Mgt (TTh 11:00-12:30) (3) xyxy=(1233,545,1514,558)
course-listing: 09 3311 2 Cell Phys Lab (T 2:00-5:00) (0) xyxy=(862,1045,1125,1057)
course-listing: 09 3550 1 Biology Honors (TBA) (1) xyxy=(862,1069,1085,1081)
course-listing: 04 4120 1 Ceramics Studio VIII (TTh 8:00-10:00) (3) xyxy=(477,748,798,760)
course-listing: 04 6355 1 Prob in Weaving (MW 8:00-10:00) (3) xyxy=(477,1532,764,1545)
course-listing: 13 2621 4 Basic Biochem L (T 12:00-3:00) (1) xyxy=(1233,1453,1514,1465)
department-heading: CHEM (CHEMISTRY) - 13 xyxy=(1233,946,1420,963)
course-listing: 04 5230 1 Illustration III (MW 3:00-5:00) (3) xyxy=(477,1045,764,1057)
course-listing: 13 4515 1 Research Prob Chem (TBA) (1) xyxy=(1233,1703,1479,1716)
course-listing: 04 4920 1 19th Century Paint (MWF 9:00) (3) xyxy=(477,997,752,1009)
course-listing: 04 1030 1 Figure Drawing (TTh 3:00-5:00) (3) xyxy=(89,1381,370,1394)
course-listing: 12 4662 1 Marketing Research (MWF 2:00) (3) xyxy=(1233,593,1508,606)
course-listing: 04 6336 1 Prob in Fabric (MW 1:00-3:00) (3) xyxy=(477,1449,752,1461)
course-listing: 12 2242 5 Leg Envir Bus (TTh 11:00-12:30) (3) xyxy=(1233,284,1520,297)
course-listing: 12 2002 3 Intro to Bus (MWF 9:00) (3) xyxy=(862,1992,1102,2005)
course-listing: 01 2521 1 Managerial Acct (TTh 8:00-9:30) (3) xyxy=(89,467,376,479)
course-listing: 13 5891 1 Intru Compu Interf L (TBA) (1) xyxy=(1233,1774,1491,1787)
course-listing: 13 1150 3 Gen Chem & Qual Anal (MWF 10:00) (3) xyxy=(1233,1097,1526,1109)
course-listing: 12 6222 1 Management Science I (T 6:30-9:30) (3) xyxy=(1233,843,1536,855)
course-listing: 09 1050 4 Prin Biol I (MWF 9:00) (3) xyxy=(477,1909,712,1921)
course-listing: 09 2120 6 Hu Phys & Anat (MTThF 11:00) (4) xyxy=(862,831,1131,843)
